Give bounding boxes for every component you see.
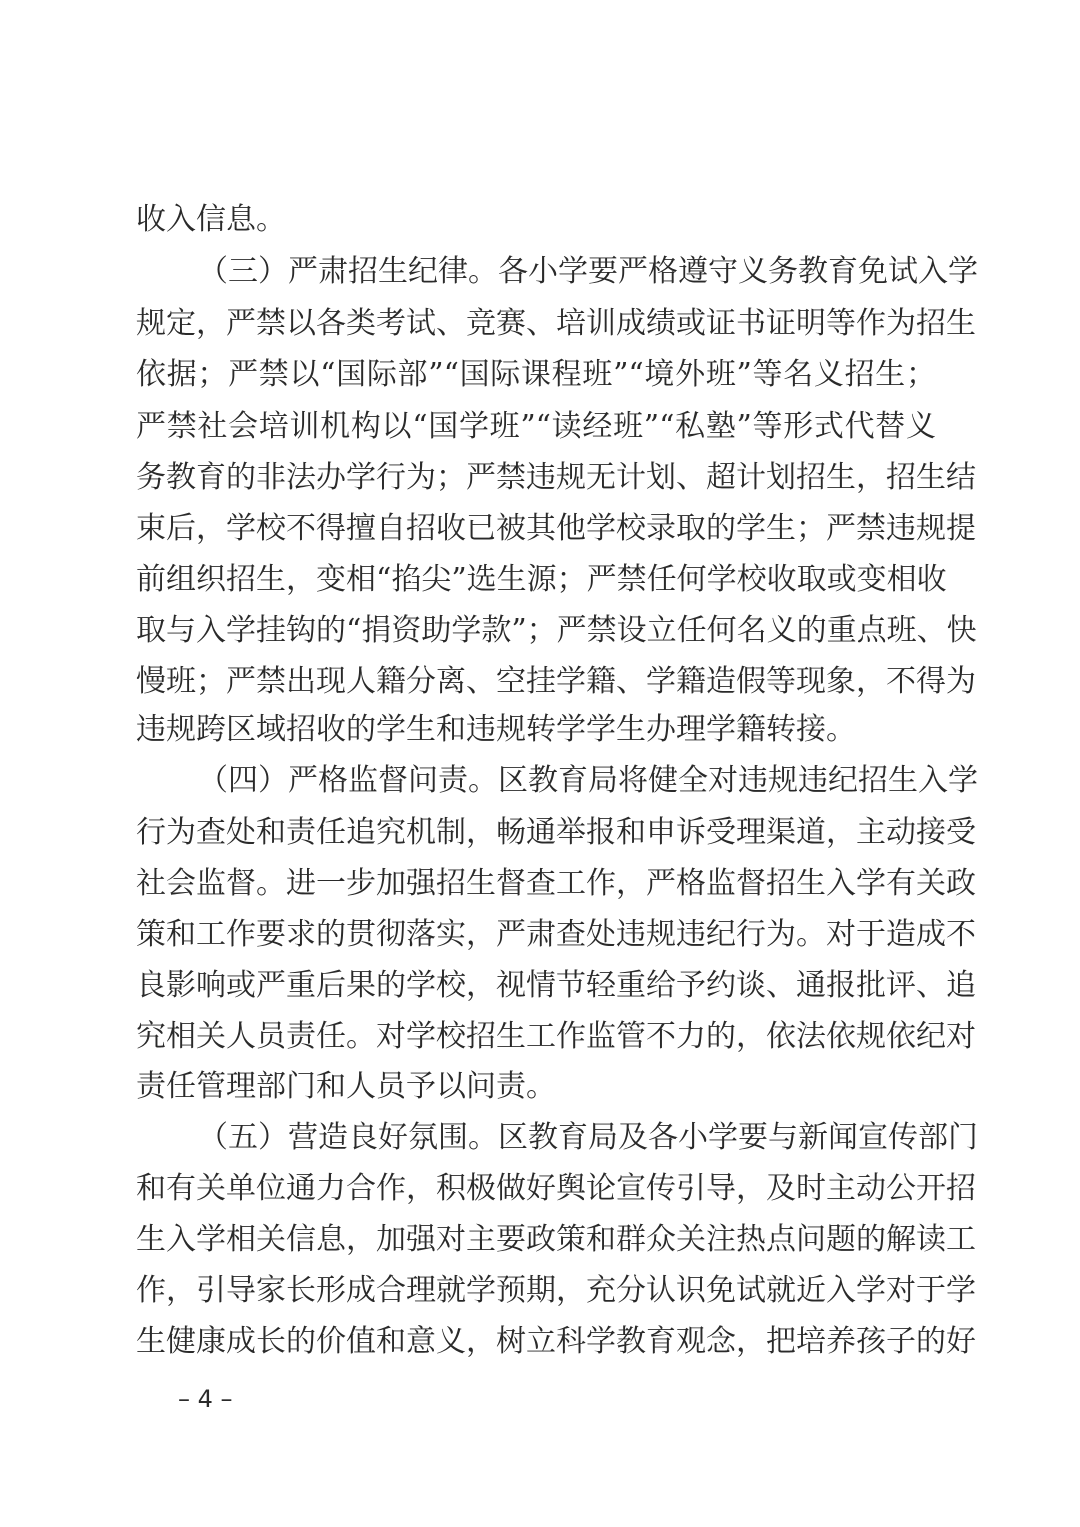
- text-line: 慢班；严禁出现人籍分离、空挂学籍、学籍造假等现象，不得为: [136, 664, 976, 699]
- text-line: 社会监督。进一步加强招生督查工作，严格监督招生入学有关政: [136, 866, 976, 901]
- text-line: 究相关人员责任。对学校招生工作监管不力的，依法依规依纪对: [136, 1019, 976, 1054]
- text-line: 取与入学挂钩的“捐资助学款”；严禁设立任何名义的重点班、快: [136, 613, 977, 648]
- text-line: 违规跨区域招收的学生和违规转学学生办理学籍转接。: [136, 712, 856, 747]
- text-line: 束后，学校不得擅自招收已被其他学校录取的学生；严禁违规提: [136, 511, 976, 546]
- text-line: 务教育的非法办学行为；严禁违规无计划、超计划招生，招生结: [136, 460, 976, 495]
- text-line: 生入学相关信息，加强对主要政策和群众关注热点问题的解读工: [136, 1222, 976, 1257]
- text-line: 责任管理部门和人员予以问责。: [136, 1069, 556, 1104]
- text-line: 行为查处和责任追究机制，畅通举报和申诉受理渠道，主动接受: [136, 815, 976, 850]
- text-line: 作，引导家长形成合理就学预期，充分认识免试就近入学对于学: [136, 1273, 976, 1308]
- text-line: 良影响或严重后果的学校，视情节轻重给予约谈、通报批评、追: [136, 968, 976, 1003]
- section-4-heading-line: （四）严格监督问责。区教育局将健全对违规违纪招生入学: [198, 763, 978, 798]
- text-line: 前组织招生，变相“掐尖”选生源；严禁任何学校收取或变相收: [136, 562, 947, 597]
- text-line: 依据；严禁以“国际部”“国际课程班”“境外班”等名义招生；: [136, 357, 936, 392]
- text-line: 和有关单位通力合作，积极做好舆论宣传引导，及时主动公开招: [136, 1171, 976, 1206]
- text-line: 规定，严禁以各类考试、竞赛、培训成绩或证书证明等作为招生: [136, 306, 976, 341]
- text-line: 生健康成长的价值和意义，树立科学教育观念，把培养孩子的好: [136, 1324, 976, 1359]
- section-3-heading-line: （三）严肃招生纪律。各小学要严格遵守义务教育免试入学: [198, 254, 978, 289]
- section-5-heading-line: （五）营造良好氛围。区教育局及各小学要与新闻宣传部门: [198, 1120, 978, 1155]
- text-line: 策和工作要求的贯彻落实，严肃查处违规违纪行为。对于造成不: [136, 917, 976, 952]
- text-line: 严禁社会培训机构以“国学班”“读经班”“私塾”等形式代替义: [136, 409, 936, 444]
- text-line: 收入信息。: [136, 202, 286, 237]
- page-number: – 4 –: [178, 1385, 233, 1413]
